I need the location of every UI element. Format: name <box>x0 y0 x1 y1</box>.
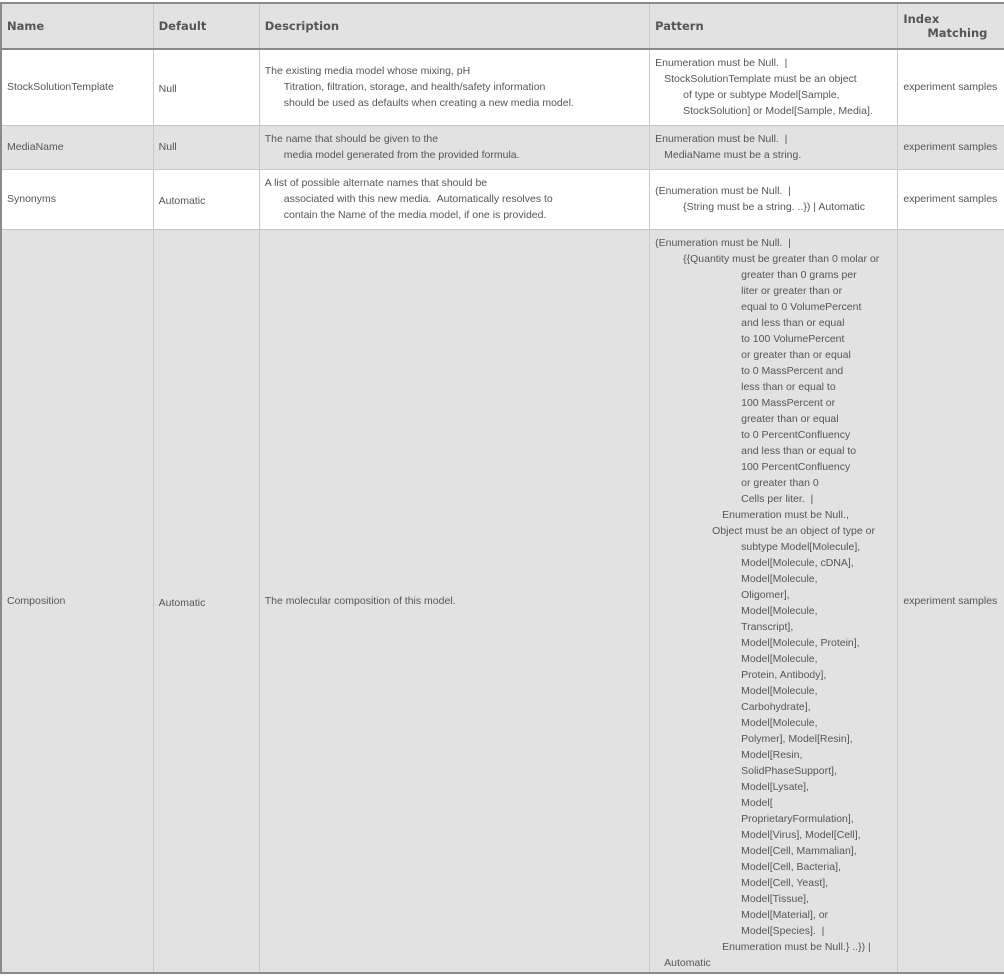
pattern-line: and less than or equal <box>741 316 845 329</box>
pattern-line: 100 MassPercent or <box>741 396 836 409</box>
header-index-matching-line2: Matching <box>927 26 988 40</box>
pattern-line: and less than or equal to <box>741 444 857 457</box>
option-default: Automatic <box>153 169 259 229</box>
header-pattern: Pattern <box>650 3 898 49</box>
option-default: Null <box>153 49 259 125</box>
pattern-line: greater than or equal <box>741 412 839 425</box>
pattern-line: Model[Lysate], <box>741 780 810 793</box>
pattern-line: Automatic <box>664 956 711 969</box>
pattern-models-block <box>655 539 892 939</box>
pattern-line: Protein, Antibody], <box>741 668 827 681</box>
pattern-line: or greater than or equal <box>741 348 851 361</box>
description-line: The molecular composition of this model. <box>264 594 456 607</box>
description-line: Titration, filtration, storage, and health/safety information <box>283 81 546 94</box>
pattern-line: Object must be an object of type or <box>712 524 875 537</box>
pattern-line: MediaName must be a string. <box>664 149 802 161</box>
pattern-line: StockSolution] or Model[Sample, Media]. <box>683 105 873 118</box>
pattern-line: Polymer], Model[Resin], <box>741 732 853 745</box>
description-line: should be used as defaults when creating a new media model. <box>283 97 574 110</box>
option-name: Synonyms <box>1 169 153 229</box>
pattern-line: Model[Cell, Yeast], <box>741 876 829 889</box>
pattern-line: Enumeration must be Null. | <box>655 133 788 145</box>
pattern-line: Model[Virus], Model[Cell], <box>741 828 861 841</box>
option-pattern <box>650 229 898 973</box>
pattern-line: Model[Molecule, cDNA], <box>741 556 854 569</box>
pattern-line: Model[Molecule, <box>741 572 818 585</box>
pattern-line: Model[Cell, Mammalian], <box>741 844 857 857</box>
pattern-line: Model[Tissue], <box>741 892 809 905</box>
pattern-line: ProprietaryFormulation], <box>741 812 854 825</box>
header-row <box>1 3 1004 49</box>
pattern-line: or greater than 0 <box>741 476 819 489</box>
option-pattern <box>650 49 898 125</box>
header-default: Default <box>153 3 259 49</box>
pattern-line: 100 PercentConfluency <box>741 460 851 473</box>
pattern-line: StockSolutionTemplate must be an object <box>664 73 857 86</box>
option-description <box>259 229 649 973</box>
pattern-line: Enumeration must be Null., <box>722 508 849 521</box>
description-line: The name that should be given to the <box>264 133 439 145</box>
option-pattern <box>650 169 898 229</box>
pattern-line: Model[Molecule, Protein], <box>741 636 860 649</box>
option-index-matching: experiment samples <box>898 229 1004 973</box>
header-index-matching <box>898 3 1004 49</box>
pattern-line: equal to 0 VolumePercent <box>741 300 862 313</box>
option-name: StockSolutionTemplate <box>1 49 153 125</box>
description-line: media model generated from the provided formula. <box>283 149 520 161</box>
pattern-line: Model[Resin, <box>741 748 803 761</box>
option-description <box>259 49 649 125</box>
option-index-matching: experiment samples <box>898 49 1004 125</box>
pattern-line: Model[Molecule, <box>741 716 818 729</box>
pattern-line: Model[Species]. | <box>741 924 825 937</box>
pattern-line: {{Quantity must be greater than 0 molar or <box>683 252 880 265</box>
pattern-line: Cells per liter. | <box>741 492 814 505</box>
option-description <box>259 125 649 169</box>
table-row <box>1 49 1004 125</box>
pattern-line: liter or greater than or <box>741 284 843 297</box>
pattern-line: greater than 0 grams per <box>741 268 857 281</box>
table-row <box>1 125 1004 169</box>
header-description: Description <box>259 3 649 49</box>
option-default: Automatic <box>153 229 259 973</box>
option-default: Null <box>153 125 259 169</box>
header-name: Name <box>1 3 153 49</box>
pattern-line: (Enumeration must be Null. | <box>655 236 791 249</box>
option-index-matching: experiment samples <box>898 169 1004 229</box>
option-index-matching: experiment samples <box>898 125 1004 169</box>
pattern-line: Oligomer], <box>741 588 790 601</box>
pattern-quantity-block <box>655 267 892 507</box>
description-line: A list of possible alternate names that should be <box>264 177 488 189</box>
pattern-line: Transcript], <box>741 620 794 633</box>
pattern-line: Model[ <box>741 796 773 809</box>
header-index-matching-line1: Index <box>903 12 940 26</box>
pattern-line: SolidPhaseSupport], <box>741 764 837 777</box>
pattern-line: Model[Molecule, <box>741 652 818 665</box>
pattern-line: Model[Material], or <box>741 908 829 921</box>
options-table <box>0 2 1004 974</box>
pattern-line: Model[Molecule, <box>741 684 818 697</box>
option-name: MediaName <box>1 125 153 169</box>
pattern-line: Enumeration must be Null. | <box>655 57 788 70</box>
pattern-line: Carbohydrate], <box>741 700 811 713</box>
pattern-line: to 0 MassPercent and <box>741 364 844 377</box>
option-pattern <box>650 125 898 169</box>
pattern-line: subtype Model[Molecule], <box>741 540 861 553</box>
description-line: associated with this new media. Automatically resolves to <box>283 193 553 205</box>
pattern-line: less than or equal to <box>741 380 836 393</box>
description-line: The existing media model whose mixing, pH <box>264 65 471 78</box>
pattern-line: to 100 VolumePercent <box>741 332 845 345</box>
pattern-line: (Enumeration must be Null. | <box>655 185 791 197</box>
pattern-line: Model[Cell, Bacteria], <box>741 860 841 873</box>
description-line: contain the Name of the media model, if one is provided. <box>283 209 547 221</box>
pattern-line: to 0 PercentConfluency <box>741 428 851 441</box>
option-name: Composition <box>1 229 153 973</box>
table-row <box>1 229 1004 973</box>
pattern-line: Enumeration must be Null.} ..}) | <box>722 940 871 953</box>
option-description <box>259 169 649 229</box>
pattern-line: Model[Molecule, <box>741 604 818 617</box>
pattern-line: {String must be a string. ..}) | Automatic <box>683 201 866 213</box>
pattern-line: of type or subtype Model[Sample, <box>683 89 840 102</box>
table-row <box>1 169 1004 229</box>
